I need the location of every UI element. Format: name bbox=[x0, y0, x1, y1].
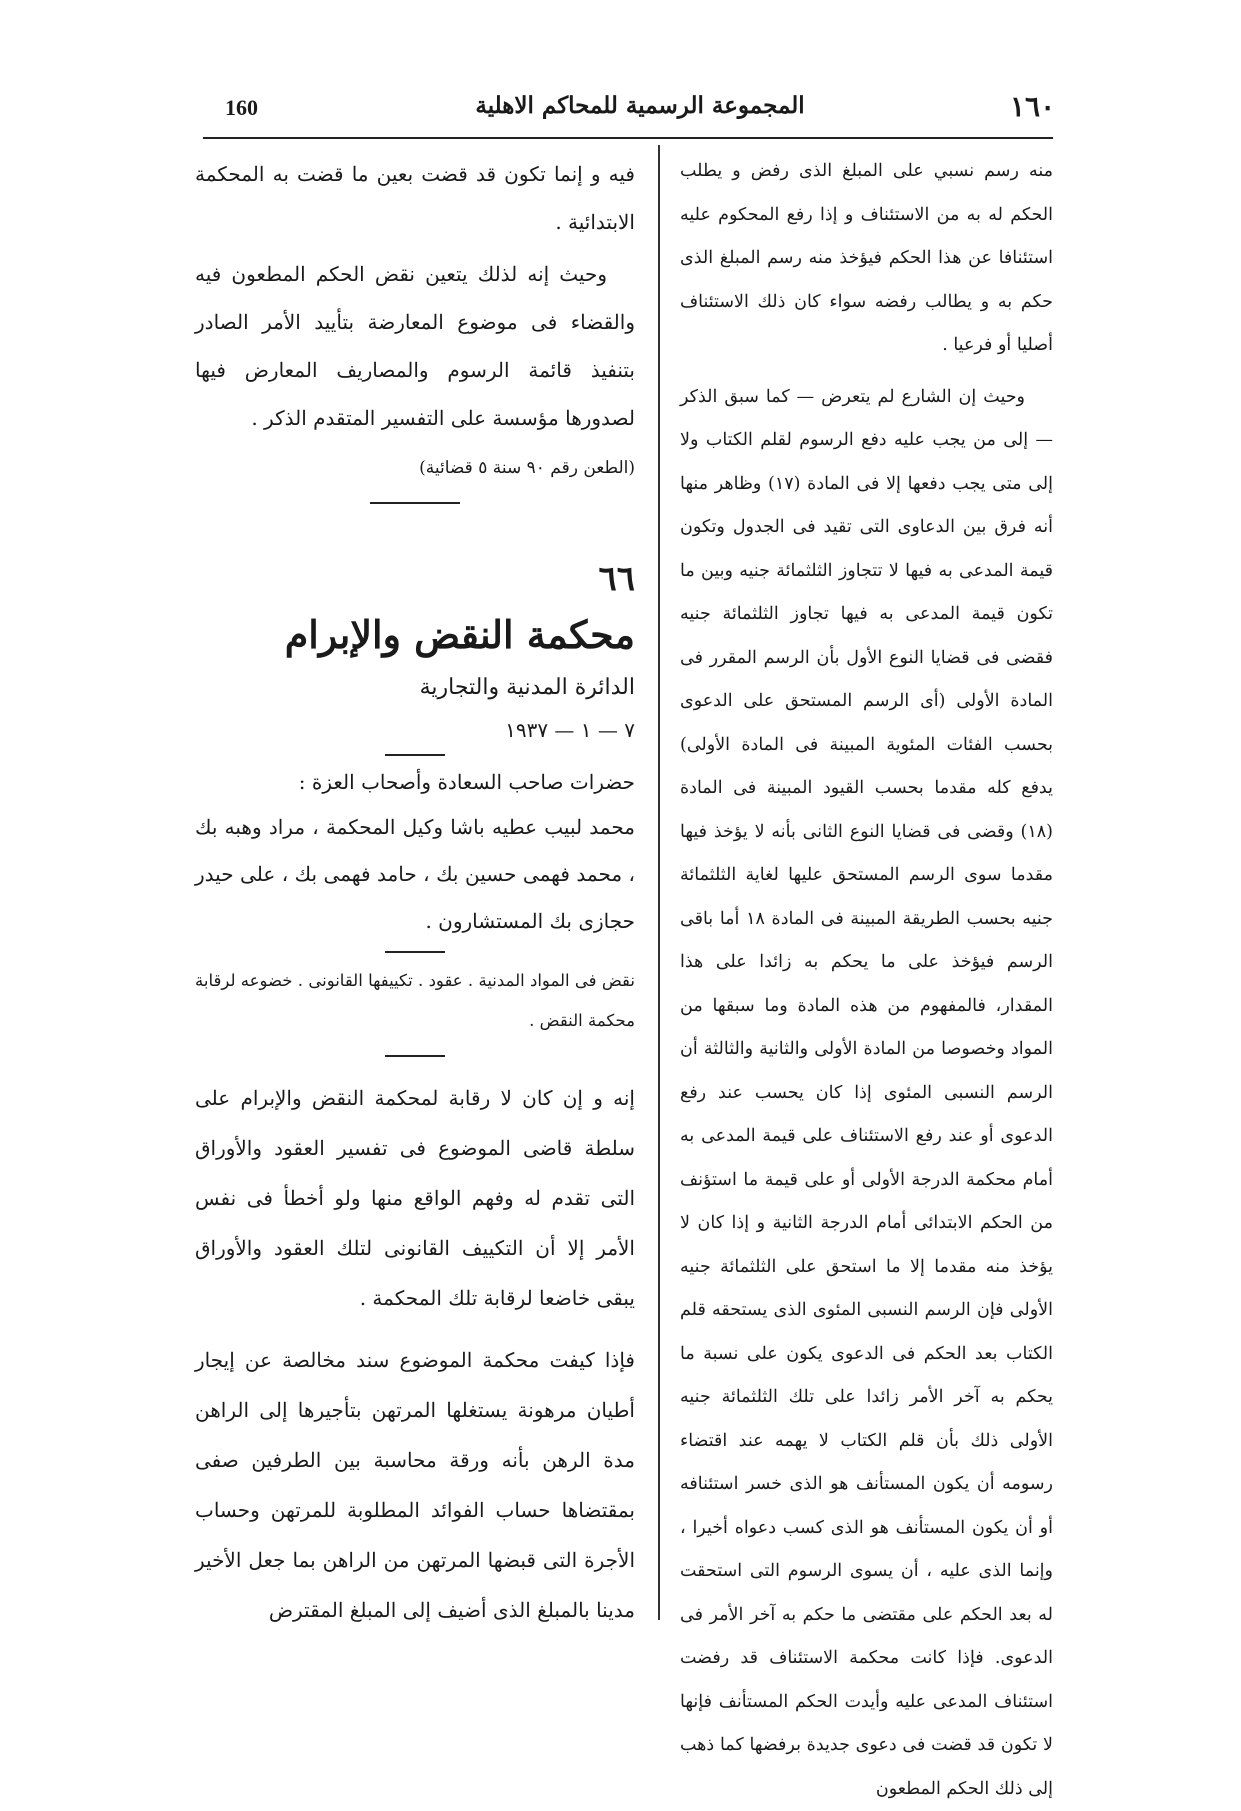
principle-paragraph-2: فإذا كيفت محكمة الموضوع سند مخالصة عن إيجار أطيان مرهونة يستغلها المرتهن بتأجيرها إلى الراهن مدة الرهن بأنه ورقة محاسبة بين الطرفين صفى بمقتضاها حساب الفوائد المطلوبة للمرتهن وحساب الأجرة التى قبضها المرتهن من الراهن بما جعل الأخير مدينا بالمبلغ الذى أضيف إلى المبلغ المقترض bbox=[195, 1335, 635, 1635]
case-number: ٦٦ bbox=[195, 554, 635, 604]
headnote-divider bbox=[385, 1055, 445, 1057]
right-paragraph-2: وحيث إن الشارع لم يتعرض — كما سبق الذكر — إلى من يجب عليه دفع الرسوم لقلم الكتاب ولا إلى متى يجب دفعها إلا فى المادة (١٧) وظاهر منها أنه فرق بين الدعاوى التى تقيد فى الجدول وتكون قيمة المدعى به فيها لا تتجاوز الثلثمائة جنيه وبين ما تكون قيمة المدعى به فيها تجاوز الثلثمائة جنيه فقضى فى قضايا النوع الأول بأن الرسم المقرر فى المادة الأولى (أى الرسم المستحق على الدعوى بحسب الفئات المئوية المبينة فى المادة الأولى) يدفع كله مقدما بحسب القيود المبينة فى المادة (١٨) وقضى فى قضايا النوع الثانى بأنه لا يؤخذ فيها مقدما سوى الرسم المستحق عليها لغاية الثلثمائة جنيه بحسب الطريقة المبينة فى المادة ١٨ أما باقى الرسم فيؤخذ على ما يحكم به زائدا على هذا المقدار، فالمفهوم من هذه المادة وما سبقها من المواد وخصوصا من المادة الأولى والثانية والثالثة أن الرسم النسبى المئوى إذا كان يحسب عند رفع الدعوى أو عند رفع الاستئناف على قيمة المدعى به أمام محكمة الدرجة الأولى أو على قيمة ما استؤنف من الحكم الابتدائى أمام الدرجة الثانية و إذا كان لا يؤخذ منه مقدما إلا ما استحق على الثلثمائة جنيه الأولى فإن الرسم النسبى المئوى الذى يستحقه قلم الكتاب بعد الحكم فى الدعوى يكون على نسبة ما يحكم به آخر الأمر زائدا على تلك الثلثمائة جنيه الأولى ذلك بأن قلم الكتاب لا يهمه عند اقتضاء رسومه أن يكون المستأنف هو الذى خسر استئنافه أو أن يكون المستأنف هو الذى كسب دعواه أخيرا ، وإنما الذى عليه ، أن يسوى الرسوم التى استحقت له بعد الحكم على مقتضى ما حكم به آخر الأمر فى الدعوى. فإذا كانت محكمة الاستئناف قد رفضت استئناف المدعى عليه وأيدت الحكم المستأنف فإنها لا تكون قد قضت فى دعوى جديدة برفضها كما ذهب إلى ذلك الحكم المطعون bbox=[680, 376, 1053, 1811]
left-column bbox=[195, 150, 635, 1635]
page-number-arabic: ١٦٠ bbox=[1010, 90, 1055, 123]
circuit-name: الدائرة المدنية والتجارية bbox=[195, 666, 635, 710]
left-paragraph-2: وحيث إنه لذلك يتعين نقض الحكم المطعون فيه والقضاء فى موضوع المعارضة بتأييد الأمر الصادر بتنفيذ قائمة الرسوم والمصاريف المعارض فيها لصدورها مؤسسة على التفسير المتقدم الذكر . bbox=[195, 250, 635, 442]
column-divider bbox=[658, 145, 660, 1620]
right-paragraph-1: منه رسم نسبي على المبلغ الذى رفض و يطلب الحكم له به من الاستئناف و إذا رفع المحكوم عليه استئنافا عن هذا الحكم فيؤخذ منه رسم المبلغ الذى حكم به و يطالب رفضه سواء كان ذلك الاستئناف أصليا أو فرعيا . bbox=[680, 150, 1053, 368]
judges-divider bbox=[385, 951, 445, 953]
right-column bbox=[680, 150, 1053, 1811]
appeal-reference: (الطعن رقم ٩٠ سنة ٥ قضائية) bbox=[195, 448, 635, 488]
date-underline bbox=[385, 754, 445, 756]
left-paragraph-1: فيه و إنما تكون قد قضت بعين ما قضت به المحكمة الابتدائية . bbox=[195, 150, 635, 246]
attendance-line: حضرات صاحب السعادة وأصحاب العزة : bbox=[195, 760, 635, 804]
principle-paragraph-1: إنه و إن كان لا رقابة لمحكمة النقض والإبرام على سلطة قاضى الموضوع فى تفسير العقود والأوراق التى تقدم له وفهم الواقع منها ولو أخطأ فى نفس الأمر إلا أن التكييف القانونى لتلك العقود والأوراق يبقى خاضعا لرقابة تلك المحكمة . bbox=[195, 1073, 635, 1323]
court-name: محكمة النقض والإبرام bbox=[195, 604, 635, 666]
judges-list: محمد لبيب عطيه باشا وكيل المحكمة ، مراد وهبه بك ، محمد فهمى حسين بك ، حامد فهمى بك ، على حيدر حجازى بك المستشارون . bbox=[195, 804, 635, 945]
running-header-title: المجموعة الرسمية للمحاكم الاهلية bbox=[440, 92, 840, 119]
section-divider bbox=[370, 502, 460, 504]
judgment-date: ٧ — ١ — ١٩٣٧ bbox=[195, 710, 635, 750]
header-rule bbox=[203, 137, 1053, 139]
headnote: نقض فى المواد المدنية . عقود . تكييفها القانونى . خضوعه لرقابة محكمة النقض . bbox=[195, 961, 635, 1041]
page-number-latin: 160 bbox=[225, 95, 258, 121]
